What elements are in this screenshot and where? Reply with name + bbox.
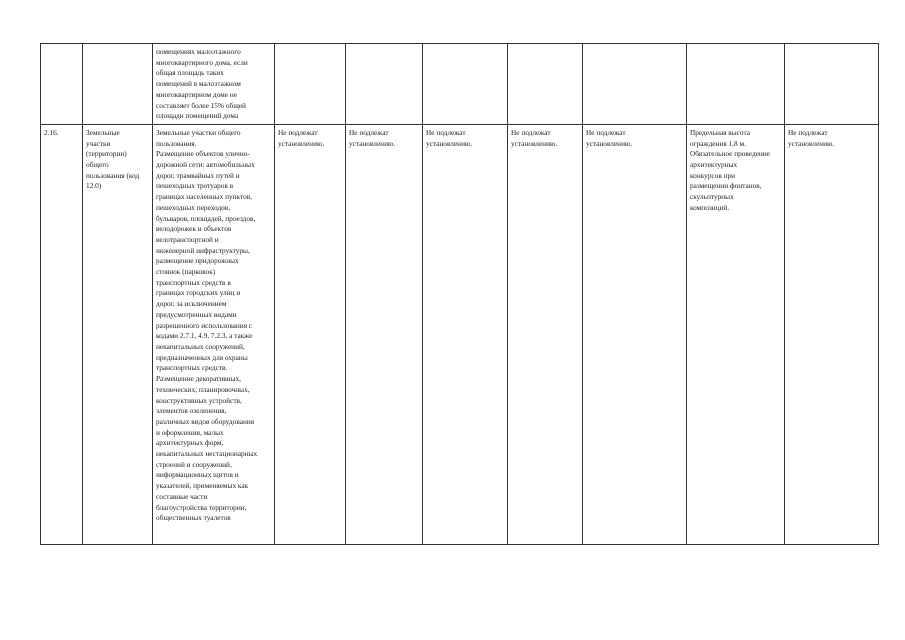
cell-col9: [687, 44, 785, 125]
cell-col8: [583, 44, 687, 125]
cell-col10: Не подлежат установлению.: [785, 124, 879, 544]
cell-col5: Не подлежат установлению.: [346, 124, 423, 544]
cell-col8: Не подлежат установлению.: [583, 124, 687, 544]
cell-col6: [423, 44, 508, 125]
cell-description: помещениях малоэтажного многоквартирного дома, если общая площадь таких помещений в малоэтажном многоквартирном доме не составляет более 15% общей площади помещений дома: [153, 44, 275, 125]
cell-col9: Предельная высота ограждения 1,8 м. Обязательное проведение архитектурных конкурсов при размещении фонтанов, скульптурных композиций.: [687, 124, 785, 544]
cell-col7: [508, 44, 583, 125]
cell-col4: [275, 44, 346, 125]
table-row-2-16: [41, 124, 879, 544]
cell-col10: [785, 44, 879, 125]
cell-col6: Не подлежат установлению.: [423, 124, 508, 544]
cell-col5: [346, 44, 423, 125]
cell-number: 2.16.: [41, 124, 83, 544]
land-use-regulations-table: [40, 43, 879, 545]
cell-col4: Не подлежат установлению.: [275, 124, 346, 544]
cell-name: Земельные участки (территории) общего пользования (код 12.0): [83, 124, 153, 544]
cell-name: [83, 44, 153, 125]
cell-number: [41, 44, 83, 125]
cell-description: Земельные участки общего пользования. Размещение объектов улично- дорожной сети: автомобильных дорог, трамвайных путей и пешеходных тротуаров в границах населенных пунктов, пешеходных переходов, бульваров, площадей, проездов, велодорожек и объектов велотранспортной и инженерной инфраструктуры, размещение придорожных стоянок (парковок) транспортных средств в границах городских улиц и дорог, за исключением предусмотренных видами разрешенного использования с кодами 2.7.1, 4.9, 7.2.3, а также некапитальных сооружений, предназначенных для охраны транспортных средств. Размещение декоративных, технических, планировочных, конструктивных устройств, элементов озеленения, различных видов оборудования и оформления, малых архитектурных форм, некапитальных нестационарных строений и сооружений, информационных щитов и указателей, применяемых как составные части благоустройства территории, общественных туалетов: [153, 124, 275, 544]
cell-col7: Не подлежат установлению.: [508, 124, 583, 544]
table-row-continuation: [41, 44, 879, 125]
